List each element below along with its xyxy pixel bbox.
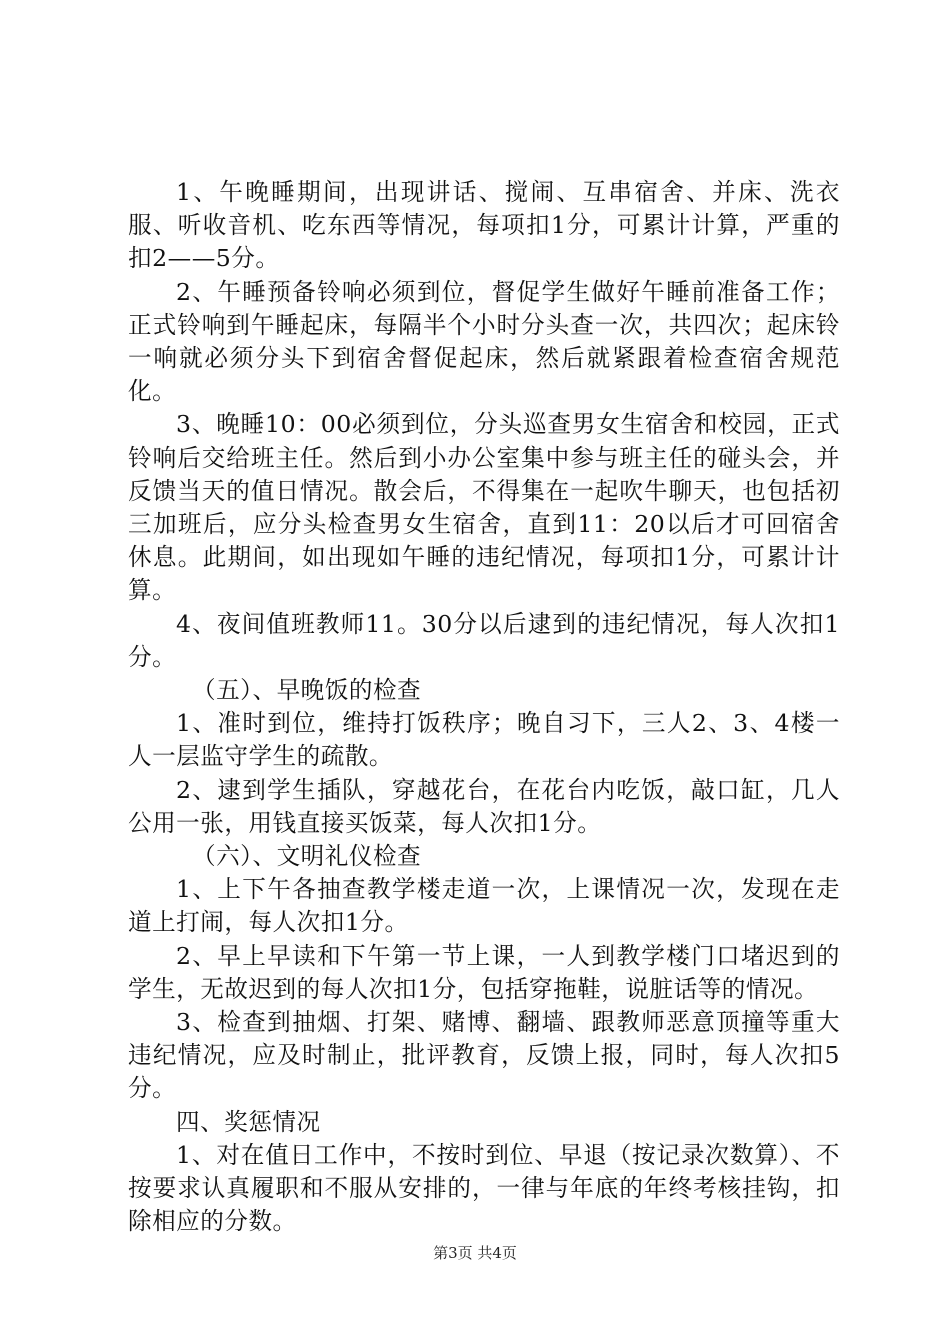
paragraph: 1、准时到位，维持打饭秩序；晚自习下，三人2、3、4楼一人一层监守学生的疏散。	[128, 709, 840, 771]
paragraph: 1、上下午各抽查教学楼走道一次，上课情况一次，发现在走道上打闹，每人次扣1分。	[128, 875, 840, 937]
section-heading: 四、奖惩情况	[176, 1107, 321, 1136]
page-footer: 第3页 共4页	[433, 1244, 517, 1262]
paragraph: 3、检查到抽烟、打架、赌博、翻墙、跟教师恶意顶撞等重大违纪情况，应及时制止，批评教育，反馈上报，同时，每人次扣5分。	[128, 1008, 840, 1103]
paragraph: 2、早上早读和下午第一节上课，一人到教学楼门口堵迟到的学生，无故迟到的每人次扣1分，包括穿拖鞋，说脏话等的情况。	[128, 941, 840, 1003]
paragraph: 1、午晚睡期间，出现讲话、搅闹、互串宿舍、并床、洗衣服、听收音机、吃东西等情况，每项扣1分，可累计计算，严重的扣2——5分。	[128, 178, 840, 273]
paragraph: 4、夜间值班教师11。30分以后逮到的违纪情况，每人次扣1分。	[128, 609, 840, 671]
section-heading: （六）、文明礼仪检查	[192, 842, 422, 871]
paragraph: 3、晚睡10：00必须到位，分头巡查男女生宿舍和校园，正式铃响后交给班主任。然后到小办公室集中参与班主任的碰头会，并反馈当天的值日情况。散会后，不得集在一起吹牛聊天，也包括初三加班后，应分头检查男女生宿舍，直到11：20以后才可回宿舍休息。此期间，如出现如午睡的违纪情况，每项扣1分，可累计计算。	[128, 410, 840, 605]
paragraph: 2、逮到学生插队，穿越花台，在花台内吃饭，敲口缸，几人公用一张，用钱直接买饭菜，每人次扣1分。	[128, 775, 840, 837]
document-body	[128, 176, 840, 1239]
paragraph: 1、对在值日工作中，不按时到位、早退（按记录次数算）、不按要求认真履职和不服从安排的，一律与年底的年终考核挂钩，扣除相应的分数。	[128, 1140, 840, 1236]
section-heading: （五）、早晚饭的检查	[192, 676, 422, 705]
paragraph: 2、午睡预备铃响必须到位，督促学生做好午睡前准备工作；正式铃响到午睡起床，每隔半个小时分头查一次，共四次；起床铃一响就必须分头下到宿舍督促起床，然后就紧跟着检查宿舍规范化。	[128, 277, 840, 406]
